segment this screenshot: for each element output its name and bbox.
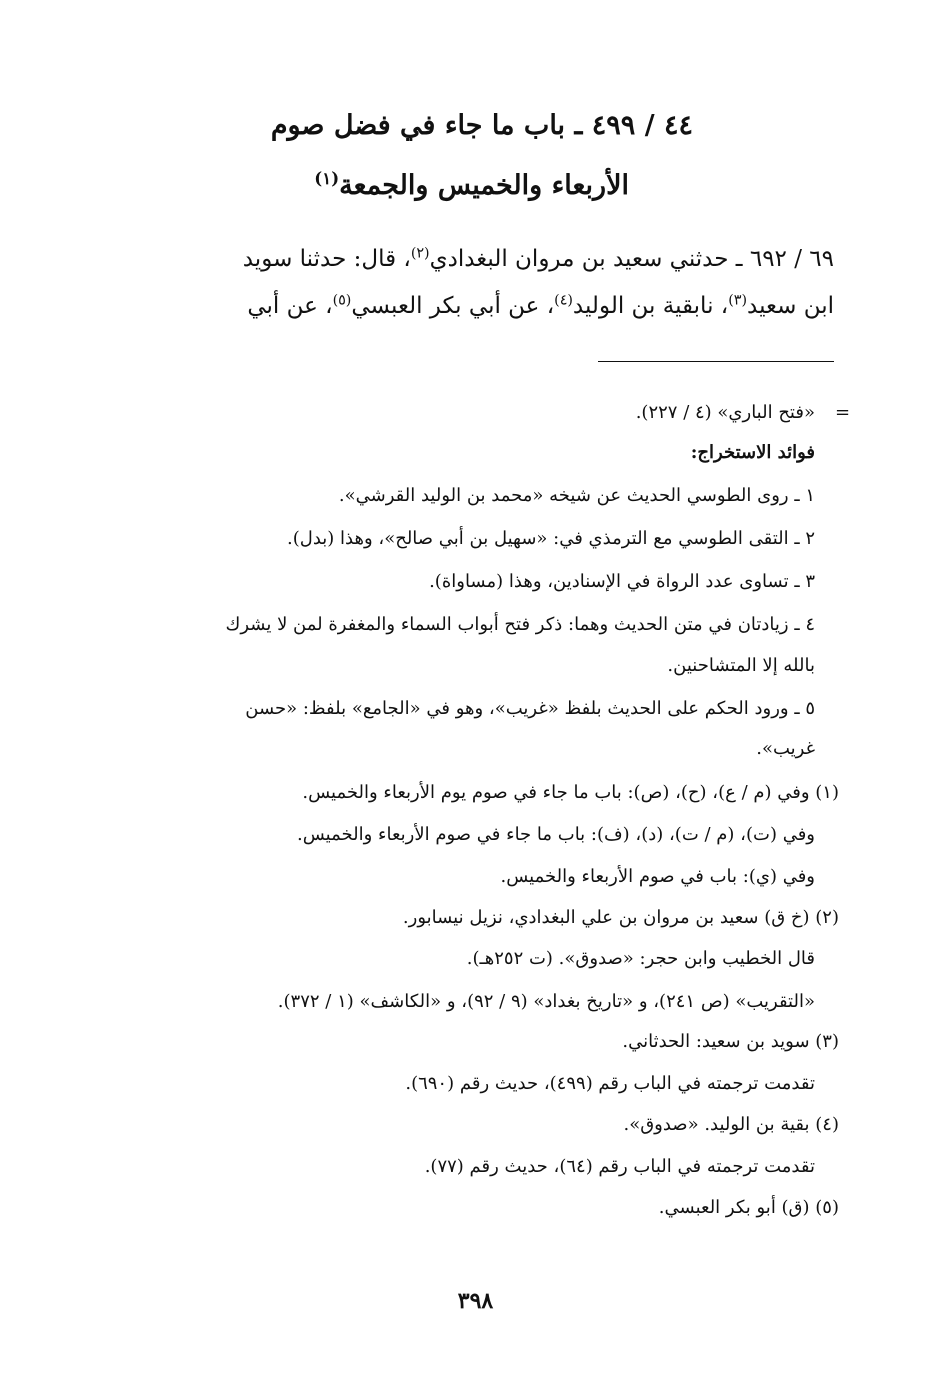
fawaid-4b: بالله إلا المتشاحنين. bbox=[667, 655, 815, 676]
fawaid-2: ٢ ـ التقى الطوسي مع الترمذي في: «سهيل بن أبي صالح»، وهذا (بدل). bbox=[287, 528, 815, 549]
chapter-title-line-1 bbox=[271, 110, 693, 141]
hadith-text: ، نابقية بن الوليد bbox=[572, 293, 729, 319]
footnote-ref: (٢) bbox=[410, 245, 430, 262]
hadith-text: ابن سعيد bbox=[747, 293, 834, 319]
footnote-1c: وفي (ي): باب في صوم الأربعاء والخميس. bbox=[500, 866, 815, 887]
fawaid-5a: ٥ ـ ورود الحكم على الحديث بلفظ «غريب»، وهو في «الجامع» بلفظ: «حسن bbox=[245, 698, 815, 719]
continuation-mark: = bbox=[835, 402, 851, 423]
hadith-text: ، عن أبي bbox=[247, 293, 333, 319]
note-fath: «فتح الباري» (٤ / ٢٢٧). bbox=[635, 402, 815, 423]
footnote-ref: (٥) bbox=[332, 292, 352, 309]
fawaid-5b: غريب». bbox=[756, 738, 815, 759]
hadith-text: ، قال: حدثنا سويد bbox=[242, 246, 411, 272]
footnote-4b: تقدمت ترجمته في الباب رقم (٦٤)، حديث رقم (٧٧). bbox=[424, 1156, 815, 1177]
footnote-ref: (٤) bbox=[554, 292, 573, 309]
page-number: ٣٩٨ bbox=[457, 1288, 494, 1314]
footnote-1a: (١) وفي (م / ع)، (ح)، (ص): باب ما جاء في صوم يوم الأربعاء والخميس. bbox=[302, 782, 839, 803]
footnote-3b: تقدمت ترجمته في الباب رقم (٤٩٩)، حديث رقم (٦٩٠). bbox=[405, 1073, 815, 1094]
footnote-4a: (٤) بقية بن الوليد. «صدوق». bbox=[623, 1114, 839, 1135]
hadith-line-1 bbox=[117, 246, 834, 272]
footnote-separator bbox=[598, 361, 834, 362]
footnote-ref: (١) bbox=[314, 168, 340, 188]
footnote-2c: «التقريب» (ص ٢٤١)، و «تاريخ بغداد» (٩ / ٩٢)، و «الكاشف» (١ / ٣٧٢). bbox=[277, 991, 815, 1012]
footnote-2b: قال الخطيب وابن حجر: «صدوق». (ت ٢٥٢هـ). bbox=[466, 948, 815, 969]
hadith-text: ، عن أبي بكر العبسي bbox=[351, 293, 555, 319]
fawaid-heading: فوائد الاستخراج: bbox=[690, 442, 815, 463]
hadith-text: ٦٩ / ٦٩٢ ـ حدثني سعيد بن مروان البغدادي bbox=[429, 246, 834, 272]
footnote-1b: وفي (ت)، (م / ت)، (د)، (ف): باب ما جاء في صوم الأربعاء والخميس. bbox=[296, 824, 815, 845]
chapter-title-line-2 bbox=[314, 170, 629, 201]
footnote-5a: (٥) (ق) أبو بكر العبسي. bbox=[658, 1197, 839, 1218]
chapter-title-text-2: الأربعاء والخميس والجمعة bbox=[339, 170, 629, 201]
footnote-ref: (٣) bbox=[728, 292, 747, 309]
fawaid-4a: ٤ ـ زيادتان في متن الحديث وهما: ذكر فتح أبواب السماء والمغفرة لمن لا يشرك bbox=[225, 614, 815, 635]
fawaid-1: ١ ـ روى الطوسي الحديث عن شيخه «محمد بن الوليد القرشي». bbox=[338, 485, 815, 506]
footnote-3a: (٣) سويد بن سعيد: الحدثاني. bbox=[622, 1031, 839, 1052]
hadith-line-2 bbox=[117, 293, 834, 319]
footnote-2a: (٢) (خ ق) سعيد بن مروان بن علي البغدادي، نزيل نيسابور. bbox=[402, 907, 839, 928]
chapter-title-text: ٤٤ / ٤٩٩ ـ باب ما جاء في فضل صوم bbox=[270, 110, 693, 141]
fawaid-3: ٣ ـ تساوى عدد الرواة في الإسنادين، وهذا (مساواة). bbox=[429, 571, 815, 592]
